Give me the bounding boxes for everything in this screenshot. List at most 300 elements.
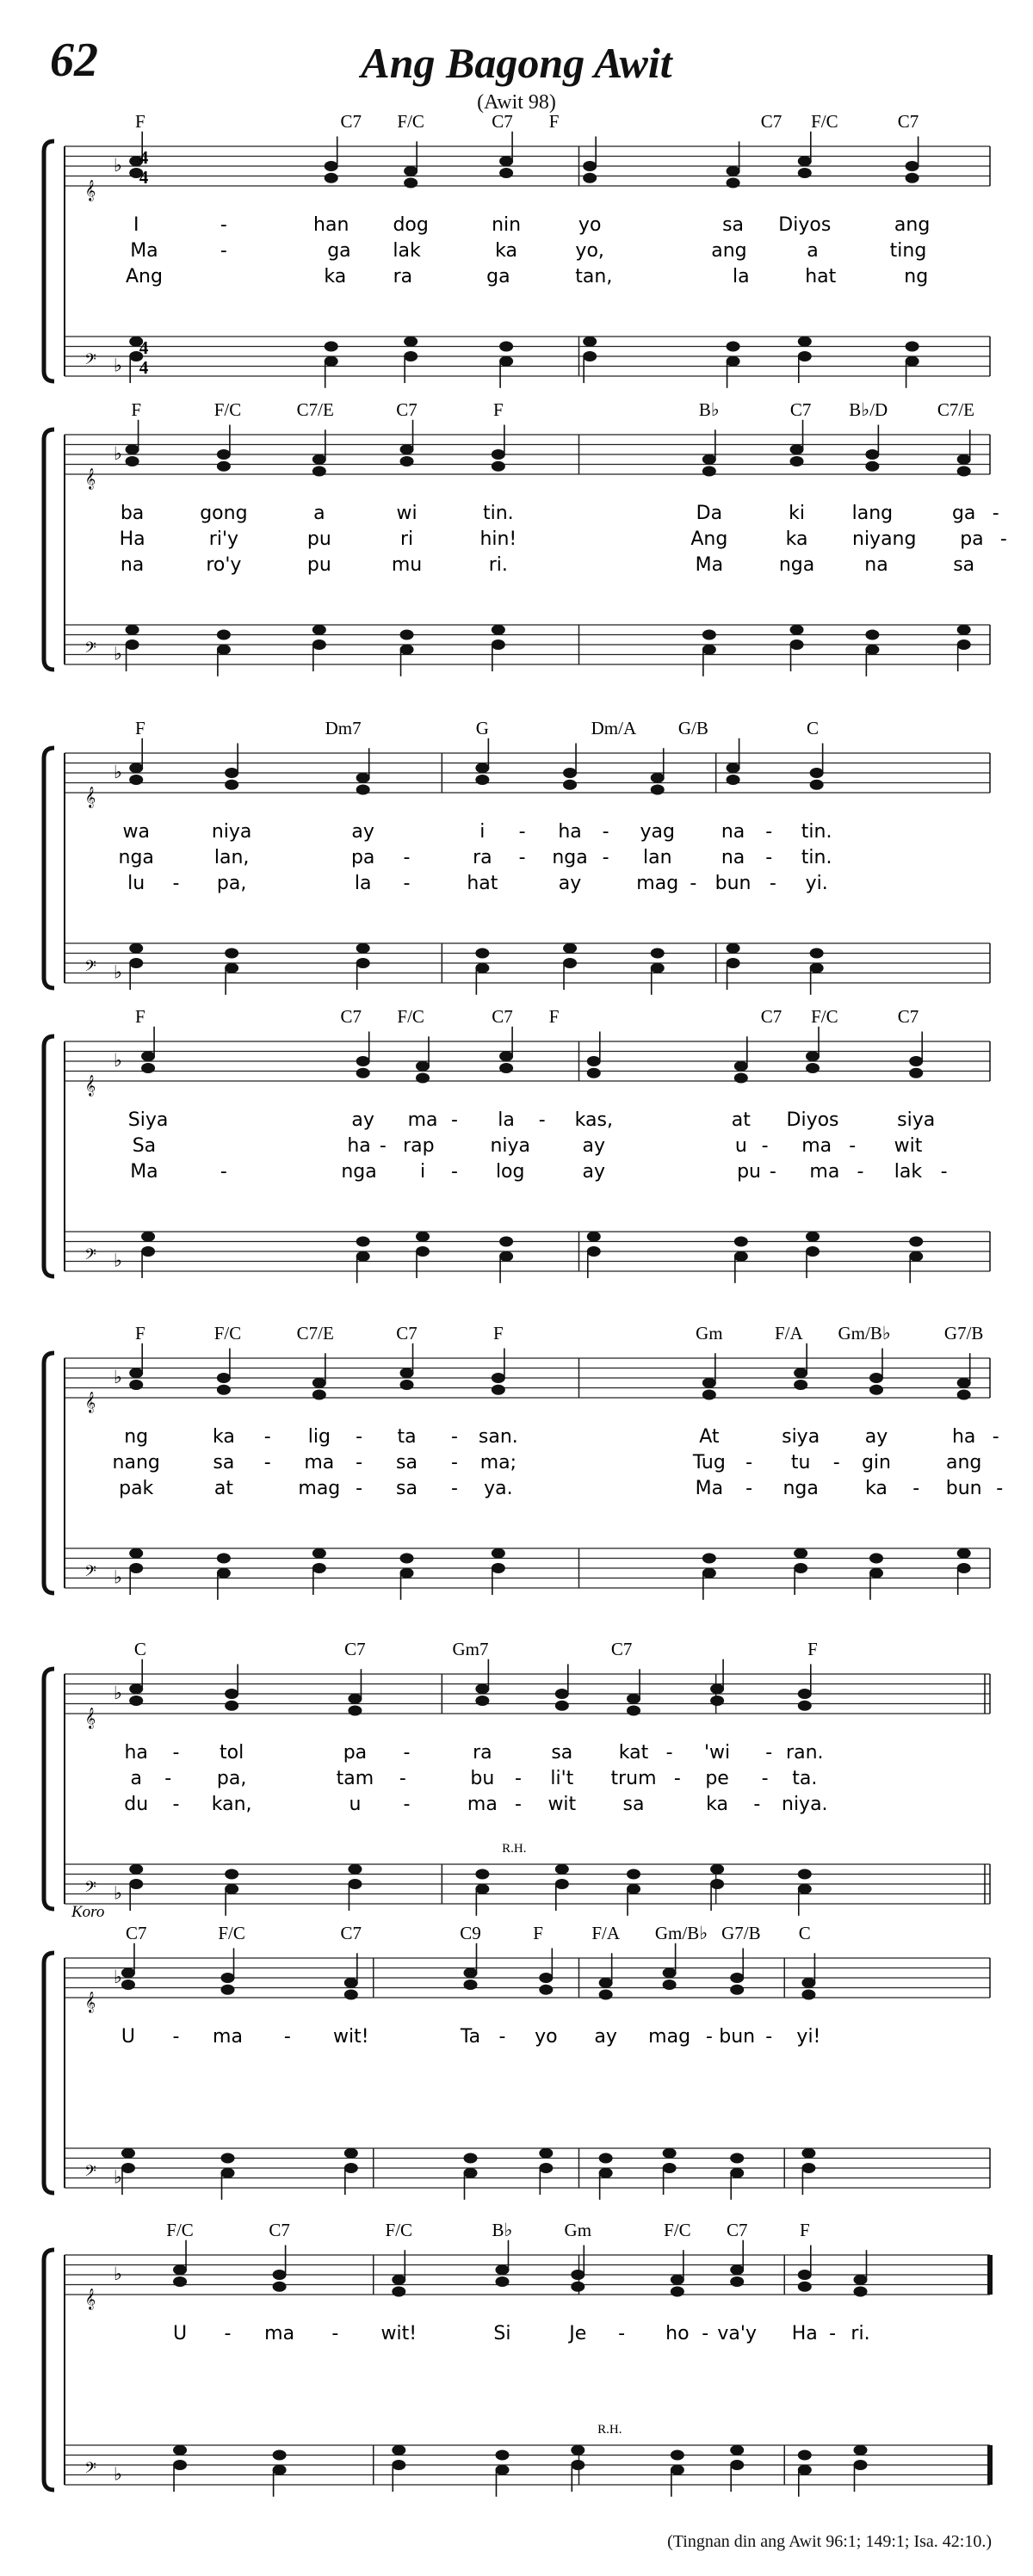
- lyric-syllable: sa: [396, 1478, 418, 1499]
- chord-symbol: Dm/A: [591, 718, 637, 738]
- treble-notehead: [627, 1694, 640, 1704]
- lyric-syllable: nang: [112, 1452, 160, 1473]
- treble-notehead: [495, 2276, 509, 2287]
- treble-notehead: [555, 1689, 569, 1699]
- treble-notehead: [806, 1051, 820, 1061]
- chord-symbol: F: [533, 1923, 543, 1943]
- treble-notehead: [217, 461, 231, 472]
- bass-clef: 𝄢: [84, 2459, 96, 2480]
- chord-symbol: G7/B: [943, 1323, 984, 1344]
- lyric-syllable: la: [498, 1109, 515, 1131]
- lyric-syllable: at: [213, 1478, 233, 1499]
- key-signature-flat: ♭: [114, 1566, 122, 1588]
- bass-notehead: [730, 2460, 744, 2470]
- chord-symbol: F/C: [397, 1006, 424, 1027]
- lyric-syllable: kat: [618, 1742, 649, 1764]
- treble-notehead: [663, 1980, 677, 1990]
- chord-symbol: F/C: [811, 111, 838, 132]
- bass-notehead: [599, 2153, 613, 2164]
- bass-notehead: [129, 943, 143, 954]
- bass-notehead: [794, 1548, 807, 1559]
- treble-clef: 𝄞: [84, 1992, 96, 2012]
- lyric-syllable: wit: [547, 1794, 577, 1815]
- treble-notehead: [734, 1073, 748, 1084]
- lyric-syllable: ga: [327, 240, 351, 262]
- bass-notehead: [854, 2460, 868, 2470]
- lyric-syllable: -: [765, 821, 773, 843]
- bass-notehead: [173, 2445, 187, 2456]
- bass-notehead: [790, 639, 804, 650]
- koro-label: Koro: [71, 1903, 105, 1921]
- lyric-syllable: Tug: [692, 1452, 726, 1473]
- treble-notehead: [404, 166, 418, 176]
- bass-notehead: [702, 645, 716, 655]
- treble-notehead: [599, 1990, 613, 2000]
- bass-notehead: [555, 1864, 569, 1875]
- treble-notehead: [400, 444, 414, 454]
- bass-notehead: [810, 948, 824, 959]
- chord-symbol: C7: [492, 1006, 513, 1027]
- lyric-syllable: -: [451, 1161, 458, 1183]
- bass-notehead: [801, 2148, 815, 2159]
- right-hand-marking: R.H.: [597, 2423, 622, 2437]
- treble-notehead: [217, 1385, 231, 1395]
- treble-notehead: [404, 178, 418, 188]
- chord-symbol: C7: [340, 111, 362, 132]
- chord-symbol: G/B: [677, 718, 708, 738]
- lyric-syllable: siya: [782, 1426, 820, 1448]
- treble-clef: 𝄞: [84, 1075, 96, 1096]
- chord-symbol: F/A: [591, 1923, 621, 1943]
- lyric-syllable: kas,: [574, 1109, 613, 1131]
- chord-symbol: C7: [125, 1923, 147, 1943]
- chord-symbol: C9: [460, 1923, 481, 1943]
- system-brace: [44, 1669, 54, 1909]
- treble-notehead: [499, 1063, 513, 1073]
- lyric-syllable: -: [224, 2323, 232, 2344]
- treble-notehead: [121, 1980, 135, 1990]
- chord-symbol: C: [807, 718, 820, 738]
- key-signature-flat: ♭: [114, 154, 122, 176]
- treble-notehead: [400, 1380, 414, 1390]
- lyric-syllable: ya.: [484, 1478, 513, 1499]
- lyric-syllable: ma: [264, 2323, 295, 2344]
- song-number: 62: [50, 34, 98, 87]
- chord-symbol: C7/E: [296, 1323, 334, 1344]
- lyric-syllable: ng: [124, 1426, 149, 1448]
- lyric-syllable: sa: [722, 214, 745, 236]
- bass-notehead: [865, 630, 879, 640]
- lyric-syllable: wit!: [380, 2323, 418, 2344]
- lyric-syllable: -: [765, 2026, 773, 2048]
- treble-notehead: [356, 773, 370, 783]
- treble-notehead: [273, 2270, 287, 2280]
- bass-notehead: [325, 356, 338, 367]
- bass-notehead: [571, 2460, 585, 2470]
- chord-symbol: G: [475, 718, 489, 738]
- lyric-syllable: ra: [473, 1742, 492, 1764]
- key-signature-flat: ♭: [114, 2463, 122, 2485]
- chord-symbol: C7: [760, 111, 782, 132]
- lyric-syllable: ka: [785, 528, 808, 550]
- system-brace: [44, 141, 54, 381]
- treble-clef: 𝄞: [84, 180, 96, 201]
- bass-notehead: [539, 2163, 553, 2173]
- treble-notehead: [392, 2287, 405, 2297]
- lyric-syllable: ma: [809, 1161, 840, 1183]
- treble-notehead: [475, 1696, 489, 1706]
- lyric-syllable: ay: [582, 1161, 606, 1183]
- time-signature-numerator: 4: [139, 337, 149, 358]
- chord-symbol: F: [493, 1323, 504, 1344]
- treble-notehead: [312, 454, 326, 465]
- system-5: [44, 1344, 990, 1600]
- lyric-syllable: ha: [347, 1135, 371, 1157]
- lyric-syllable: 'wi: [704, 1742, 731, 1764]
- bass-notehead: [273, 2465, 287, 2475]
- bass-notehead: [539, 2148, 553, 2159]
- treble-notehead: [126, 444, 139, 454]
- lyric-syllable: ga: [951, 503, 976, 524]
- chord-symbol: F: [799, 2220, 810, 2240]
- chord-symbol: F: [807, 1639, 818, 1659]
- treble-notehead: [865, 461, 879, 472]
- bass-notehead: [727, 958, 740, 968]
- treble-notehead: [129, 1696, 143, 1706]
- bass-notehead: [702, 1568, 716, 1578]
- treble-notehead: [348, 1706, 362, 1716]
- lyric-syllable: li't: [550, 1768, 574, 1789]
- lyric-syllable: -: [263, 1452, 271, 1473]
- treble-notehead: [957, 1390, 971, 1400]
- treble-notehead: [587, 1068, 601, 1078]
- lyric-syllable: -: [665, 1742, 673, 1764]
- lyric-syllable: hin!: [479, 528, 517, 550]
- bass-notehead: [627, 1869, 640, 1880]
- treble-notehead: [499, 168, 513, 178]
- lyric-syllable: ka: [495, 240, 518, 262]
- lyric-syllable: Ta: [460, 2026, 481, 2048]
- lyric-syllable: -: [172, 1794, 180, 1815]
- lyric-syllable: -: [745, 1478, 753, 1499]
- lyric-syllable: san.: [478, 1426, 518, 1448]
- lyric-syllable: ay: [582, 1135, 606, 1157]
- chord-symbol: C7: [610, 1639, 633, 1659]
- key-signature-flat: ♭: [114, 2263, 122, 2284]
- lyric-syllable: ma: [213, 2026, 243, 2048]
- chord-symbol: F/C: [811, 1006, 838, 1027]
- lyric-syllable: wit!: [333, 2026, 369, 2048]
- chord-symbol: F/A: [774, 1323, 803, 1344]
- lyric-syllable: ay: [594, 2026, 617, 2048]
- lyric-syllable: bu: [470, 1768, 495, 1789]
- lyric-syllable: Ha: [791, 2323, 818, 2344]
- treble-notehead: [129, 1683, 143, 1694]
- treble-notehead: [727, 178, 740, 188]
- treble-notehead: [173, 2276, 187, 2287]
- chord-symbol: B♭: [492, 2220, 513, 2240]
- treble-notehead: [325, 173, 338, 183]
- treble-notehead: [727, 166, 740, 176]
- treble-notehead: [710, 1683, 724, 1694]
- bass-notehead: [957, 1563, 971, 1573]
- lyric-syllable: va'y: [717, 2323, 757, 2344]
- lyric-syllable: mu: [391, 554, 423, 576]
- lyric-syllable: siya: [897, 1109, 936, 1131]
- lyric-syllable: yo,: [575, 240, 604, 262]
- treble-notehead: [854, 2287, 868, 2297]
- chord-symbol: C7: [789, 399, 812, 420]
- lyric-syllable: pa: [960, 528, 984, 550]
- treble-notehead: [957, 454, 971, 465]
- bass-notehead: [475, 1884, 489, 1894]
- lyric-syllable: ga: [486, 266, 510, 287]
- bass-notehead: [392, 2460, 405, 2470]
- bass-clef: 𝄢: [84, 2162, 96, 2184]
- lyric-syllable: ng: [904, 266, 929, 287]
- bass-notehead: [312, 625, 326, 635]
- treble-notehead: [475, 775, 489, 785]
- lyric-syllable: sa: [396, 1452, 418, 1473]
- chord-symbol: C7: [897, 111, 919, 132]
- lyric-syllable: ta: [397, 1426, 417, 1448]
- bass-notehead: [599, 2168, 613, 2178]
- treble-notehead: [571, 2270, 585, 2280]
- chord-symbol: C7/E: [937, 399, 975, 420]
- lyric-syllable: -: [451, 1478, 458, 1499]
- lyric-syllable: -: [618, 2323, 626, 2344]
- bass-clef: 𝄢: [84, 350, 96, 372]
- treble-notehead: [356, 1068, 370, 1078]
- treble-notehead: [392, 2275, 405, 2285]
- system-3: [44, 738, 990, 995]
- chord-symbol: F/C: [213, 1323, 242, 1344]
- lyric-syllable: -: [753, 1794, 761, 1815]
- chord-symbol: C7: [340, 1006, 362, 1027]
- treble-notehead: [806, 1063, 820, 1073]
- bass-notehead: [325, 342, 338, 352]
- lyric-syllable: ma: [801, 1135, 832, 1157]
- bass-notehead: [492, 625, 505, 635]
- bass-notehead: [344, 2148, 358, 2159]
- bass-notehead: [790, 625, 804, 635]
- chord-symbol: C: [133, 1639, 146, 1659]
- treble-notehead: [416, 1061, 430, 1072]
- lyric-syllable: ay: [351, 1109, 374, 1131]
- lyric-syllable: ro'y: [206, 554, 242, 576]
- treble-notehead: [798, 156, 812, 166]
- lyric-syllable: -: [451, 1109, 458, 1131]
- lyric-syllable: wi: [396, 503, 418, 524]
- lyric-syllable: nga: [778, 554, 815, 576]
- bass-notehead: [727, 943, 740, 954]
- treble-notehead: [492, 1385, 505, 1395]
- lyric-syllable: -: [702, 2323, 709, 2344]
- lyric-syllable: gin: [861, 1452, 892, 1473]
- lyric-syllable: -: [356, 1478, 363, 1499]
- lyric-syllable: hat: [805, 266, 837, 287]
- lyric-syllable: -: [690, 873, 697, 894]
- lyric-syllable: Sa: [132, 1135, 157, 1157]
- bass-notehead: [356, 1237, 370, 1247]
- treble-notehead: [801, 1978, 815, 1988]
- bass-notehead: [400, 630, 414, 640]
- lyric-syllable: na: [120, 554, 145, 576]
- lyric-syllable: sa: [622, 1794, 645, 1815]
- lyric-syllable: pu: [306, 554, 331, 576]
- bass-notehead: [663, 2163, 677, 2173]
- lyric-syllable: Si: [493, 2323, 511, 2344]
- treble-notehead: [492, 1373, 505, 1383]
- chord-symbol: C7: [760, 1006, 782, 1027]
- lyric-syllable: yo: [578, 214, 602, 236]
- bass-notehead: [404, 351, 418, 361]
- treble-clef: 𝄞: [84, 787, 96, 807]
- chord-symbol: Dm7: [325, 718, 362, 738]
- lyric-syllable: trum: [610, 1768, 657, 1789]
- treble-notehead: [727, 775, 740, 785]
- bass-notehead: [475, 948, 489, 959]
- lyric-syllable: tu: [790, 1452, 811, 1473]
- bass-notehead: [583, 351, 597, 361]
- lyric-syllable: lan,: [213, 847, 250, 868]
- chord-symbol: Gm/B♭: [654, 1923, 708, 1943]
- lyric-syllable: ki: [789, 503, 805, 524]
- lyric-syllable: -: [857, 1161, 864, 1183]
- bass-clef: 𝄢: [84, 1245, 96, 1267]
- lyric-syllable: -: [220, 240, 227, 262]
- key-signature-flat: ♭: [114, 1966, 122, 1987]
- chord-symbol: F: [548, 1006, 560, 1027]
- treble-notehead: [475, 1683, 489, 1694]
- lyric-syllable: Da: [696, 503, 723, 524]
- treble-notehead: [539, 1985, 553, 1995]
- bass-notehead: [563, 943, 577, 954]
- lyric-syllable: -: [451, 1452, 458, 1473]
- lyric-syllable: lu: [127, 873, 145, 894]
- treble-notehead: [909, 1068, 923, 1078]
- lyric-syllable: -: [992, 1426, 999, 1448]
- lyric-syllable: niyang: [852, 528, 917, 550]
- system-brace: [44, 1036, 54, 1276]
- lyric-syllable: tan,: [575, 266, 613, 287]
- key-signature-flat: ♭: [114, 1250, 122, 1271]
- chord-symbol: C: [798, 1923, 811, 1943]
- lyric-syllable: -: [761, 1135, 769, 1157]
- lyric-syllable: -: [996, 1478, 1004, 1499]
- bass-notehead: [806, 1246, 820, 1257]
- lyric-syllable: pa,: [216, 1768, 247, 1789]
- bass-notehead: [798, 2450, 812, 2461]
- bass-notehead: [798, 1884, 812, 1894]
- lyric-syllable: -: [403, 847, 411, 868]
- system-brace: [44, 748, 54, 988]
- lyric-syllable: pa: [350, 847, 375, 868]
- lyric-syllable: -: [992, 503, 999, 524]
- lyric-syllable: -: [283, 2026, 291, 2048]
- treble-notehead: [141, 1063, 155, 1073]
- lyric-syllable: lak: [393, 240, 421, 262]
- treble-notehead: [869, 1373, 883, 1383]
- lyric-syllable: -: [331, 2323, 339, 2344]
- lyric-syllable: niya: [211, 821, 252, 843]
- lyric-syllable: -: [769, 873, 776, 894]
- lyric-syllable: bun: [719, 2026, 756, 2048]
- treble-notehead: [499, 1051, 513, 1061]
- lyric-syllable: bun: [945, 1478, 982, 1499]
- treble-notehead: [671, 2287, 684, 2297]
- key-signature-flat: ♭: [114, 643, 122, 664]
- bass-notehead: [221, 2153, 235, 2164]
- treble-notehead: [865, 449, 879, 460]
- bass-notehead: [126, 639, 139, 650]
- lyric-syllable: U: [121, 2026, 136, 2048]
- treble-notehead: [790, 456, 804, 466]
- bass-notehead: [909, 1237, 923, 1247]
- treble-notehead: [356, 1056, 370, 1066]
- bass-notehead: [492, 1563, 505, 1573]
- lyric-syllable: mag: [298, 1478, 341, 1499]
- bass-notehead: [492, 1548, 505, 1559]
- lyric-syllable: -: [172, 873, 180, 894]
- lyric-syllable: du: [124, 1794, 149, 1815]
- lyric-syllable: wa: [122, 821, 150, 843]
- treble-notehead: [463, 1980, 477, 1990]
- treble-notehead: [225, 1689, 238, 1699]
- treble-notehead: [173, 2264, 187, 2275]
- treble-notehead: [221, 1973, 235, 1983]
- treble-notehead: [475, 763, 489, 773]
- lyric-syllable: ting: [889, 240, 927, 262]
- treble-notehead: [492, 449, 505, 460]
- treble-notehead: [492, 461, 505, 472]
- treble-notehead: [734, 1061, 748, 1072]
- treble-notehead: [416, 1073, 430, 1084]
- treble-notehead: [463, 1968, 477, 1978]
- key-signature-flat: ♭: [114, 1049, 122, 1071]
- lyric-syllable: tol: [220, 1742, 244, 1764]
- lyric-syllable: pe: [705, 1768, 729, 1789]
- bass-notehead: [555, 1879, 569, 1889]
- treble-notehead: [801, 1990, 815, 2000]
- lyric-syllable: -: [356, 1452, 363, 1473]
- bass-notehead: [587, 1232, 601, 1242]
- bass-notehead: [400, 645, 414, 655]
- chord-symbol: F/C: [166, 2220, 194, 2240]
- bass-notehead: [702, 630, 716, 640]
- bass-notehead: [798, 2465, 812, 2475]
- bass-notehead: [854, 2445, 868, 2456]
- bass-notehead: [225, 1869, 238, 1880]
- bass-notehead: [463, 2168, 477, 2178]
- chord-symbol: F: [131, 399, 142, 420]
- treble-notehead: [344, 1990, 358, 2000]
- lyric-syllable: -: [220, 214, 227, 236]
- time-signature-denominator: 4: [139, 167, 149, 188]
- lyric-syllable: -: [940, 1161, 948, 1183]
- lyric-syllable: lang: [851, 503, 894, 524]
- bass-notehead: [727, 342, 740, 352]
- treble-notehead: [810, 780, 824, 790]
- key-signature-flat: ♭: [114, 1682, 122, 1703]
- lyric-syllable: i: [479, 821, 486, 843]
- bass-notehead: [129, 1563, 143, 1573]
- lyric-syllable: nga: [782, 1478, 819, 1499]
- bass-notehead: [129, 1879, 143, 1889]
- lyric-syllable: ha: [558, 821, 582, 843]
- lyric-syllable: ma;: [479, 1452, 517, 1473]
- lyric-syllable: yi.: [805, 873, 828, 894]
